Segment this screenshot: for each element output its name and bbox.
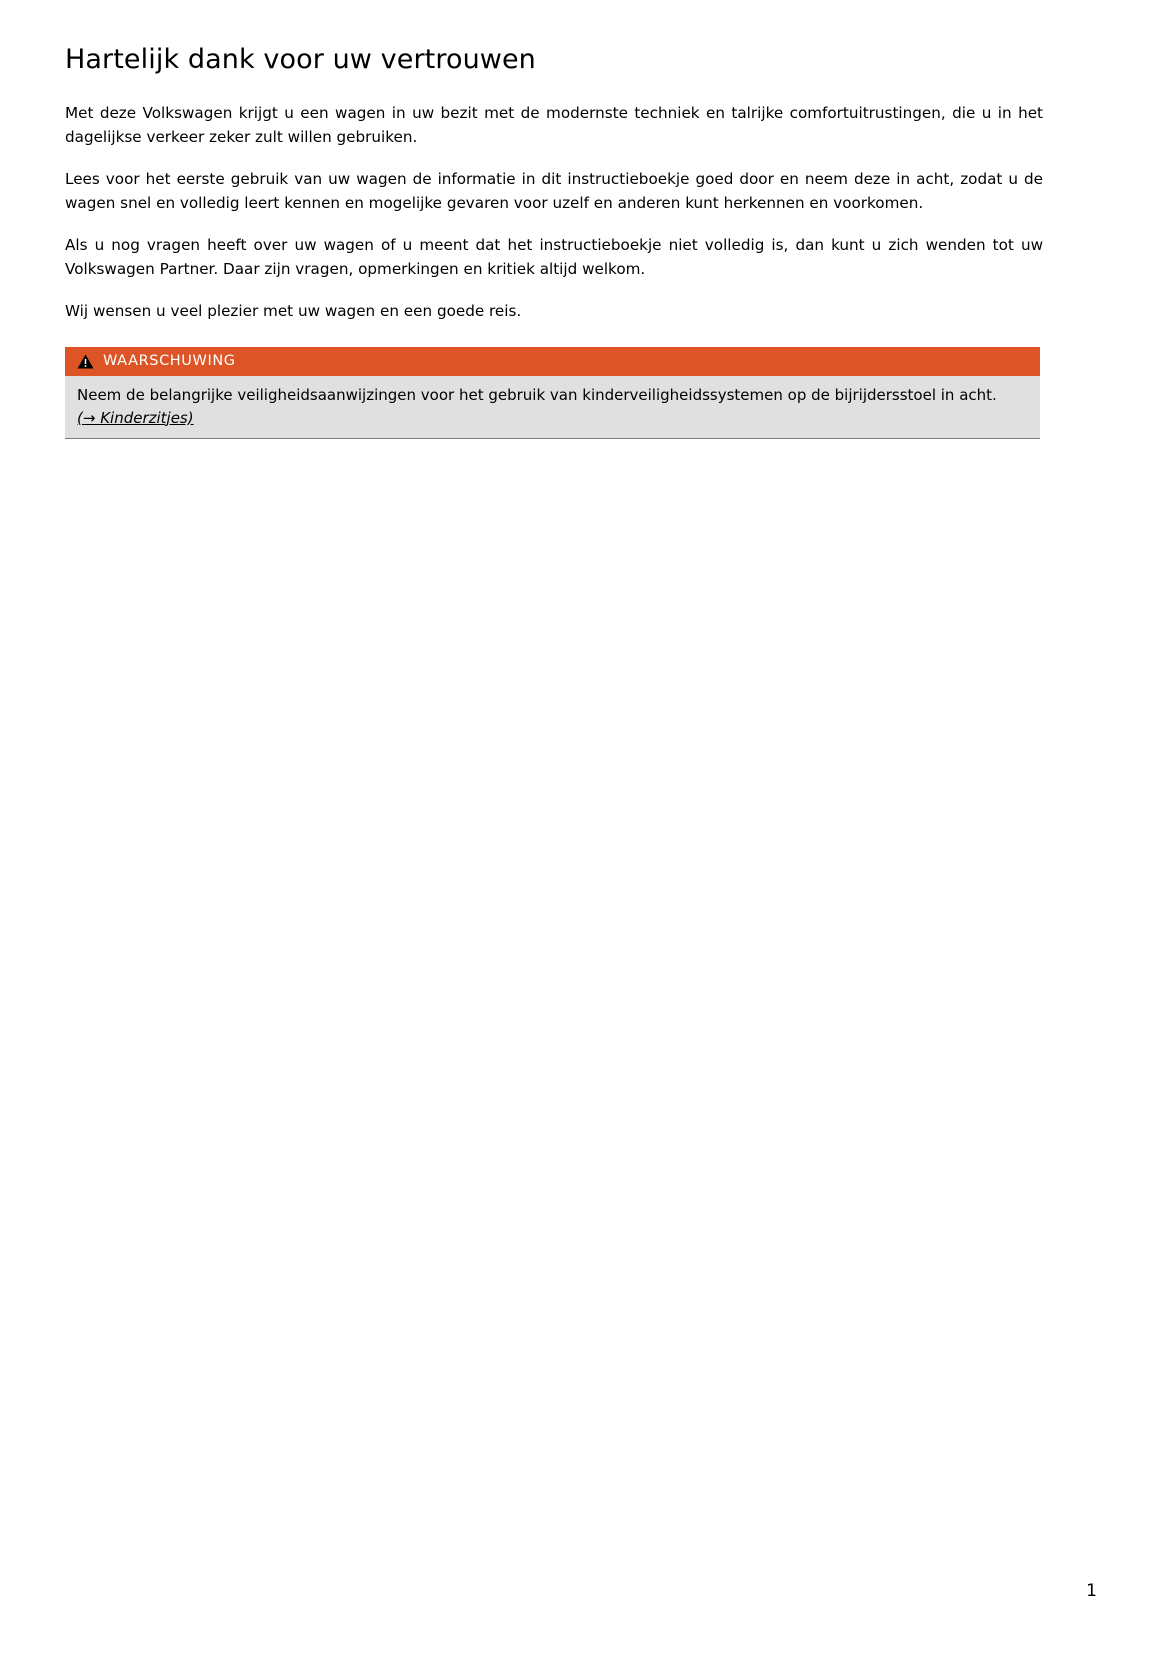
body-paragraph: Lees voor het eerste gebruik van uw wagen de informatie in dit instructieboekje goed door en neem deze in acht, zodat u de wagen snel en volledig leert kennen en mogelijke gevaren voor uzelf en anderen kunt herkennen en voorkomen. <box>65 170 1043 213</box>
page-title: Hartelijk dank voor uw vertrouwen <box>65 44 536 75</box>
warning-callout <box>65 347 1040 439</box>
warning-label: WAARSCHUWING <box>103 353 236 370</box>
body-paragraph: Wij wensen u veel plezier met uw wagen en een goede reis. <box>65 302 522 321</box>
warning-text: Neem de belangrijke veiligheidsaanwijzingen voor het gebruik van kinderveiligheidssystemen op de bijrijdersstoel in acht. <box>77 386 997 405</box>
warning-body <box>65 376 1040 439</box>
warning-cross-reference-link[interactable]: (→ Kinderzitjes) <box>77 408 194 427</box>
page-number: 1 <box>1086 1581 1097 1601</box>
body-paragraph: Met deze Volkswagen krijgt u een wagen in uw bezit met de modernste techniek en talrijke comfortuitrustingen, die u in het dagelijkse verkeer zeker zult willen gebruiken. <box>65 104 1043 147</box>
warning-header <box>65 347 1040 376</box>
warning-triangle-icon <box>77 354 94 369</box>
body-paragraph: Als u nog vragen heeft over uw wagen of u meent dat het instructieboekje niet volledig is, dan kunt u zich wenden tot uw Volkswagen Partner. Daar zijn vragen, opmerkingen en kritiek altijd welkom. <box>65 236 1043 279</box>
